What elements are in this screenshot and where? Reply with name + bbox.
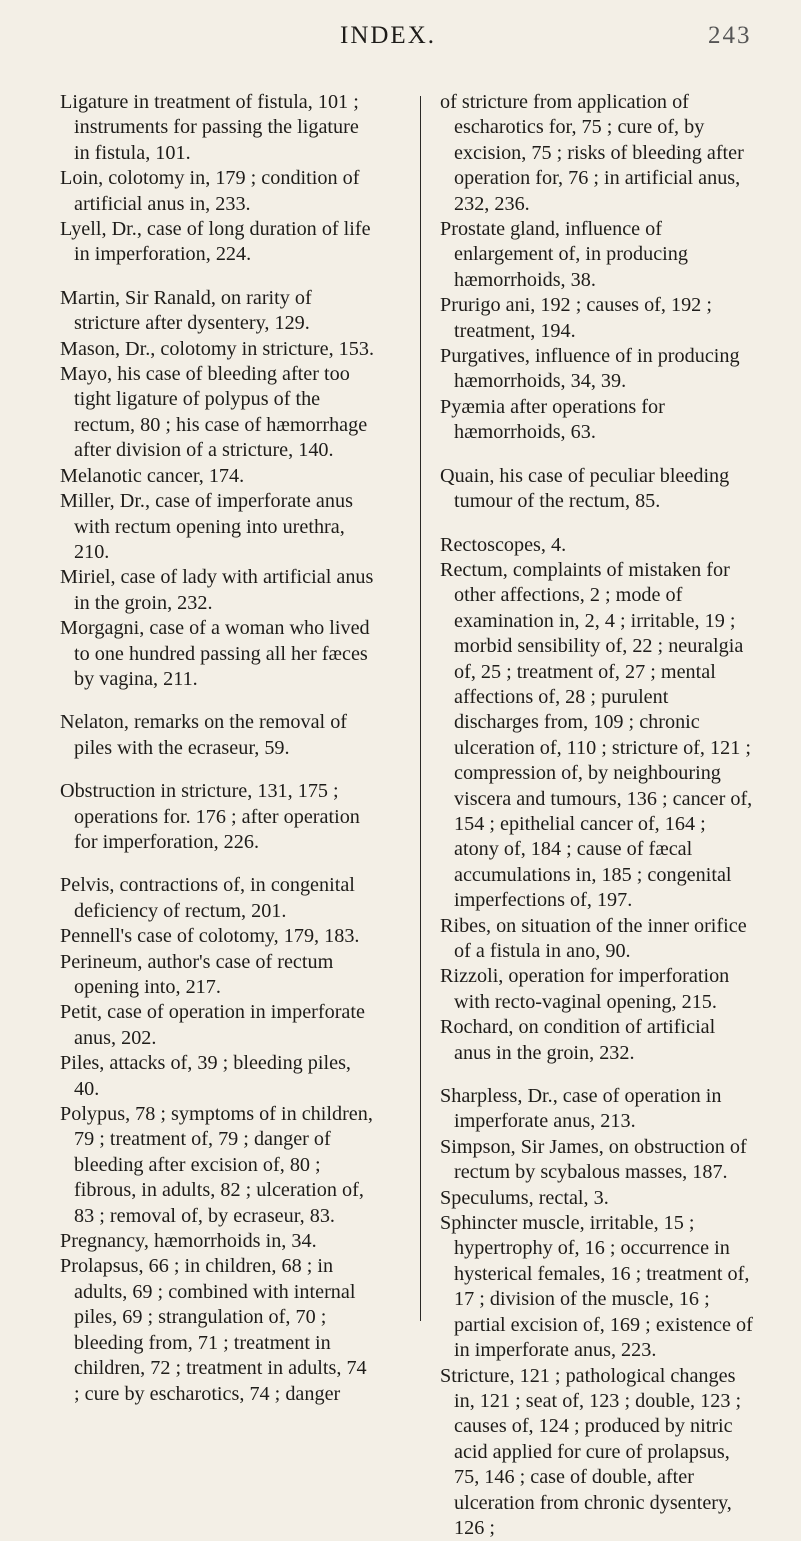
index-entry: Rochard, on condition of artificial anus in the groin, 232. bbox=[440, 1015, 755, 1066]
index-entry: Perineum, author's case of rectum opening into, 217. bbox=[60, 950, 375, 1001]
index-entry: Purgatives, influence of in producing hæmorrhoids, 34, 39. bbox=[440, 344, 755, 395]
index-entry: Ligature in treatment of fistula, 101 ; instruments for passing the ligature in fistula, 101. bbox=[60, 90, 375, 166]
index-entry: Rectum, complaints of mistaken for other affections, 2 ; mode of examination in, 2, 4 ; irritable, 19 ; morbid sensibility of, 22 ; neuralgia of, 25 ; treatment of, 27 ; mental affections of, 28 ; purulent discharges from, 109 ; chronic ulceration of, 110 ; stricture of, 121 ; compression of, by neighbouring viscera and tumours, 136 ; cancer of, 154 ; epithelial cancer of, 164 ; atony of, 184 ; cause of fæcal accumulations in, 185 ; congenital imperfections of, 197. bbox=[440, 558, 755, 914]
page-number: 243 bbox=[708, 22, 752, 50]
index-entry: Miriel, case of lady with artificial anus in the groin, 232. bbox=[60, 565, 375, 616]
index-entry: Prostate gland, influence of enlargement of, in producing hæmorrhoids, 38. bbox=[440, 217, 755, 293]
index-entry: Pennell's case of colotomy, 179, 183. bbox=[60, 924, 375, 949]
index-entry: Prurigo ani, 192 ; causes of, 192 ; treatment, 194. bbox=[440, 293, 755, 344]
index-entry: of stricture from application of escharotics for, 75 ; cure of, by excision, 75 ; risks of bleeding after operation for, 76 ; in artificial anus, 232, 236. bbox=[440, 90, 755, 217]
index-column-right bbox=[440, 90, 755, 1541]
index-entry: Ribes, on situation of the inner orifice of a fistula in ano, 90. bbox=[440, 914, 755, 965]
index-entry: Nelaton, remarks on the removal of piles with the ecraseur, 59. bbox=[60, 710, 375, 761]
index-entry: Loin, colotomy in, 179 ; condition of artificial anus in, 233. bbox=[60, 166, 375, 217]
index-entry: Stricture, 121 ; pathological changes in, 121 ; seat of, 123 ; double, 123 ; causes of, 124 ; produced by nitric acid applied for cure of prolapsus, 75, 146 ; case of double, after ulceration from chronic dysentery, 126 ; bbox=[440, 1364, 755, 1541]
index-entry: Rectoscopes, 4. bbox=[440, 533, 755, 558]
index-entry: Simpson, Sir James, on obstruction of rectum by scybalous masses, 187. bbox=[440, 1135, 755, 1186]
index-entry: Mason, Dr., colotomy in stricture, 153. bbox=[60, 337, 375, 362]
index-entry: Pyæmia after operations for hæmorrhoids, 63. bbox=[440, 395, 755, 446]
index-entry: Martin, Sir Ranald, on rarity of stricture after dysentery, 129. bbox=[60, 286, 375, 337]
index-entry: Morgagni, case of a woman who lived to one hundred passing all her fæces by vagina, 211. bbox=[60, 616, 375, 692]
column-divider bbox=[420, 96, 421, 1321]
index-entry: Speculums, rectal, 3. bbox=[440, 1186, 755, 1211]
index-entry: Quain, his case of peculiar bleeding tumour of the rectum, 85. bbox=[440, 464, 755, 515]
index-entry: Sharpless, Dr., case of operation in imperforate anus, 213. bbox=[440, 1084, 755, 1135]
index-entry: Melanotic cancer, 174. bbox=[60, 464, 375, 489]
index-entry: Pelvis, contractions of, in congenital deficiency of rectum, 201. bbox=[60, 873, 375, 924]
index-entry: Obstruction in stricture, 131, 175 ; operations for. 176 ; after operation for imperforation, 226. bbox=[60, 779, 375, 855]
index-entry: Lyell, Dr., case of long duration of life in imperforation, 224. bbox=[60, 217, 375, 268]
index-entry: Pregnancy, hæmorrhoids in, 34. bbox=[60, 1229, 375, 1254]
index-entry: Sphincter muscle, irritable, 15 ; hypertrophy of, 16 ; occurrence in hysterical females, 16 ; treatment of, 17 ; division of the muscle, 16 ; partial excision of, 169 ; existence of in imperforate anus, 223. bbox=[440, 1211, 755, 1363]
index-entry: Piles, attacks of, 39 ; bleeding piles, 40. bbox=[60, 1051, 375, 1102]
index-entry: Prolapsus, 66 ; in children, 68 ; in adults, 69 ; combined with internal piles, 69 ; strangulation of, 70 ; bleeding from, 71 ; treatment in children, 72 ; treatment in adults, 74 ; cure by escharotics, 74 ; danger bbox=[60, 1254, 375, 1406]
index-entry: Polypus, 78 ; symptoms of in children, 79 ; treatment of, 79 ; danger of bleeding after excision of, 80 ; fibrous, in adults, 82 ; ulceration of, 83 ; removal of, by ecraseur, 83. bbox=[60, 1102, 375, 1229]
index-column-left bbox=[60, 90, 375, 1407]
running-title: INDEX. bbox=[340, 22, 436, 50]
page-header bbox=[0, 22, 801, 62]
index-entry: Mayo, his case of bleeding after too tight ligature of polypus of the rectum, 80 ; his case of hæmorrhage after division of a stricture, 140. bbox=[60, 362, 375, 464]
index-entry: Rizzoli, operation for imperforation with recto-vaginal opening, 215. bbox=[440, 964, 755, 1015]
index-entry: Petit, case of operation in imperforate anus, 202. bbox=[60, 1000, 375, 1051]
index-entry: Miller, Dr., case of imperforate anus with rectum opening into urethra, 210. bbox=[60, 489, 375, 565]
